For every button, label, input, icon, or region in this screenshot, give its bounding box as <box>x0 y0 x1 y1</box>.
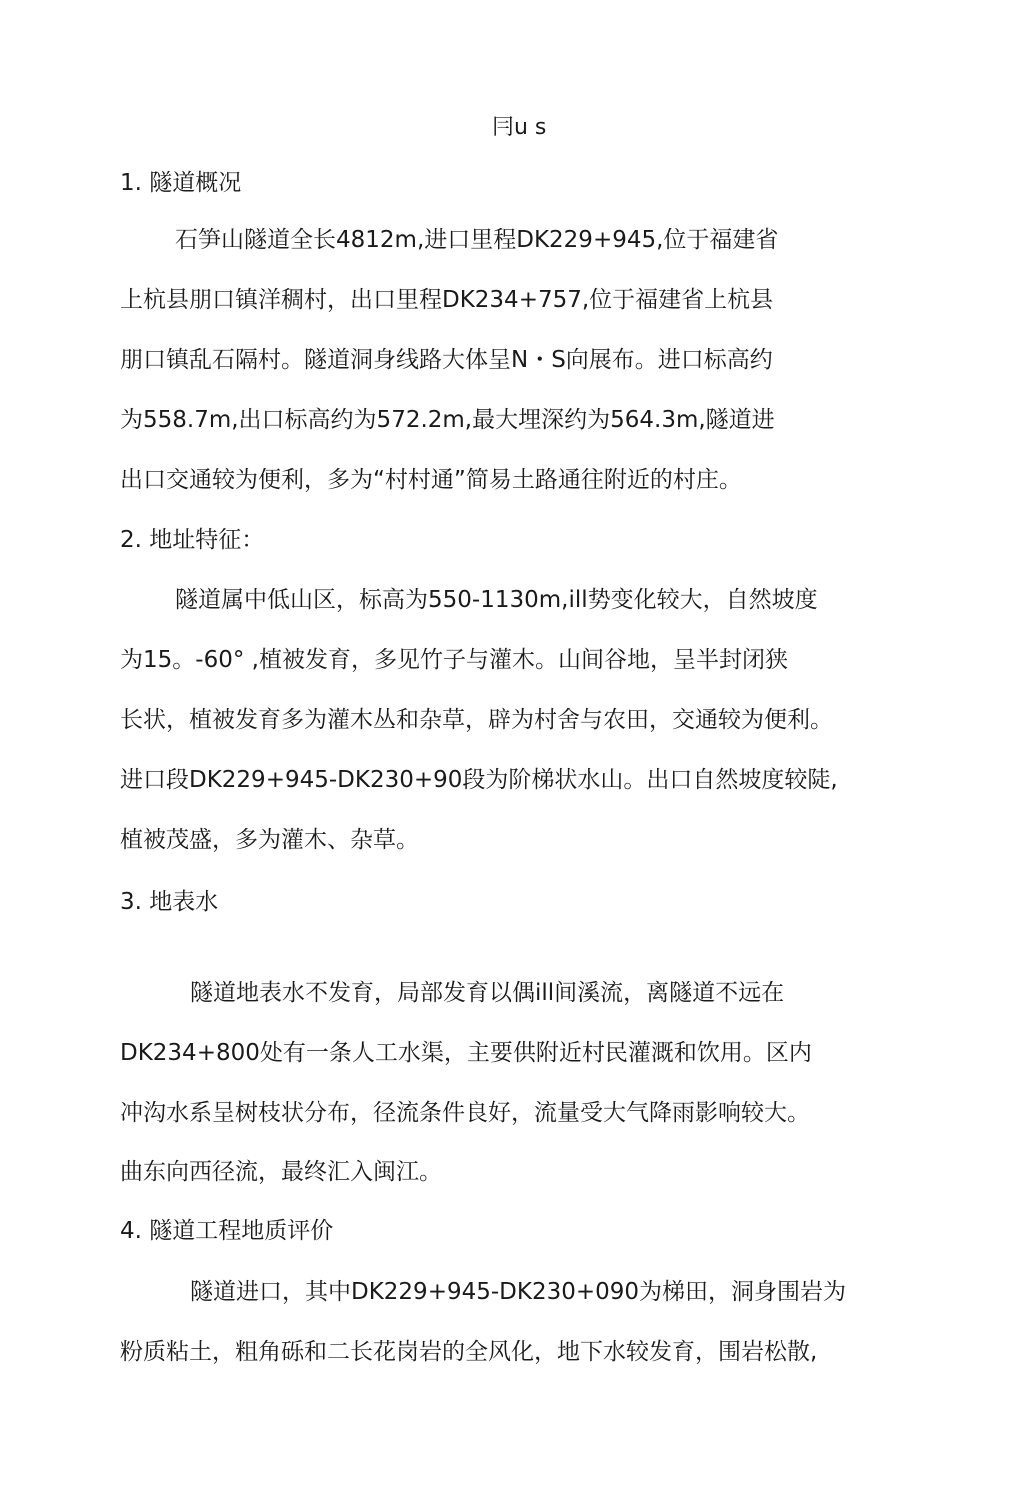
section-heading: 4. 隧道工程地质评价 <box>120 1218 334 1244</box>
paragraph-line: 植被茂盛，多为灌木、杂草。 <box>120 827 419 853</box>
paragraph-line: 粉质粘土，粗角砾和二长花岗岩的全风化，地下水较发育，围岩松散, <box>120 1339 818 1365</box>
paragraph-line: 隧道属中低山区，标高为550-1130m,ill势变化较大，自然坡度 <box>175 587 818 613</box>
section-heading: 2. 地址特征： <box>120 527 265 553</box>
paragraph-line: 曲东向西径流，最终汇入闽江。 <box>120 1159 442 1185</box>
paragraph-line: 上杭县朋口镇洋稠村，出口里程DK234+757,位于福建省上杭县 <box>120 287 774 313</box>
paragraph-line: 石笋山隧道全长4812m,进口里程DK229+945,位于福建省 <box>175 227 779 253</box>
paragraph-line: 冲沟水系呈树枝状分布，径流条件良好，流量受大气降雨影响较大。 <box>120 1100 810 1126</box>
paragraph-line: 进口段DK229+945-DK230+90段为阶梯状水山。出口自然坡度较陡, <box>120 767 838 793</box>
paragraph-line: 朋口镇乱石隔村。隧道洞身线路大体呈N・S向展布。进口标高约 <box>120 347 773 373</box>
paragraph-line: 隧道进口，其中DK229+945-DK230+090为梯田，洞身围岩为 <box>190 1279 847 1305</box>
paragraph-line: 为15。-60° ,植被发育，多见竹子与灌木。山间谷地，呈半封闭狭 <box>120 647 788 673</box>
section-heading: 1. 隧道概况 <box>120 170 242 196</box>
paragraph-line: DK234+800处有一条人工水渠，主要供附近村民灌溉和饮用。区内 <box>120 1040 812 1066</box>
paragraph-line: 为558.7m,出口标高约为572.2m,最大埋深约为564.3m,隧道进 <box>120 407 775 433</box>
page-title: 冃u s <box>492 115 547 140</box>
paragraph-line: 隧道地表水不发育，局部发育以偶ill间溪流，离隧道不远在 <box>190 980 785 1006</box>
section-heading: 3. 地表水 <box>120 889 219 915</box>
paragraph-line: 长状，植被发育多为灌木丛和杂草，辟为村舍与农田，交通较为便利。 <box>120 707 833 733</box>
paragraph-line: 出口交通较为便利，多为“村村通”简易土路通往附近的村庄。 <box>120 467 742 493</box>
